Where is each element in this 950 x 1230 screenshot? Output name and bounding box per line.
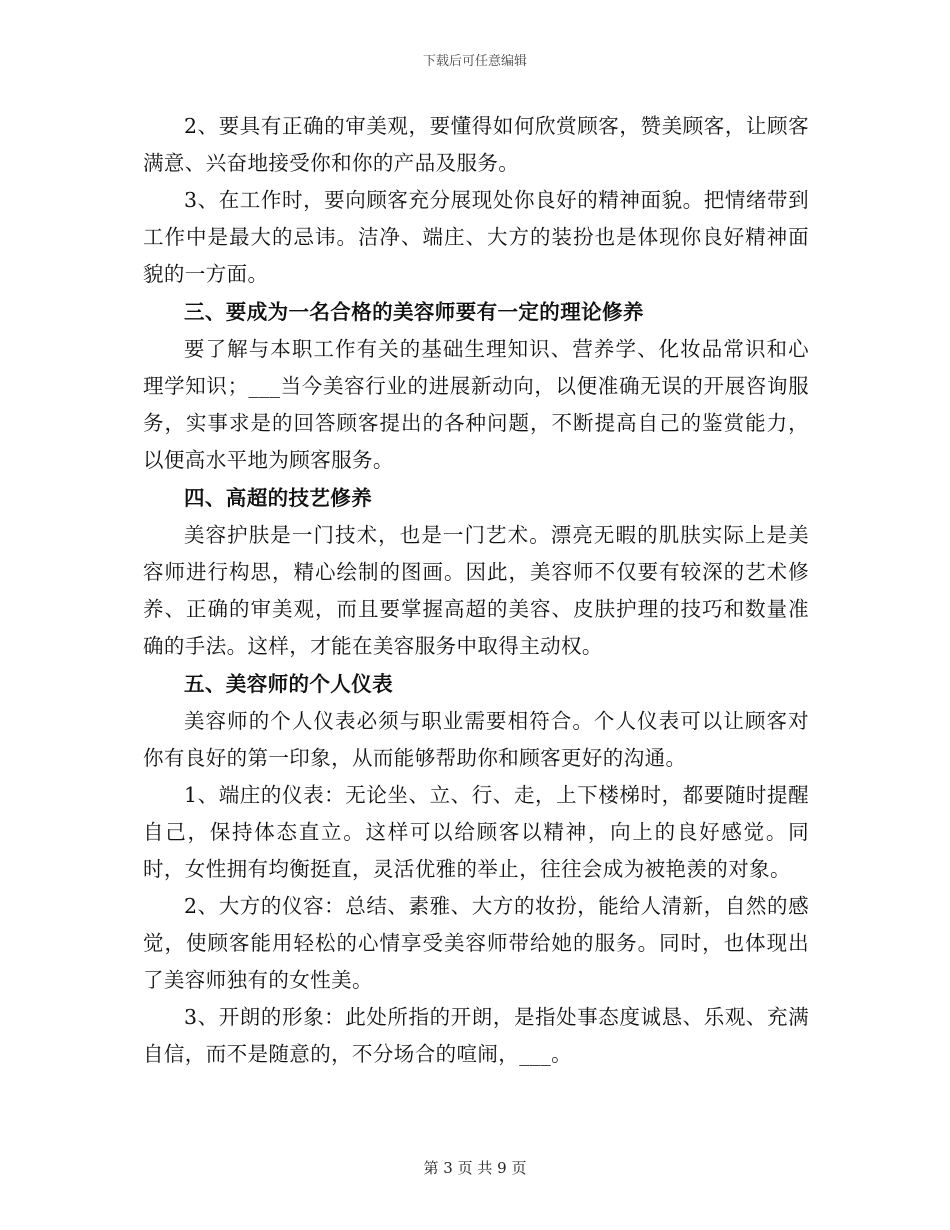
section-heading-skill: 四、高超的技艺修养: [184, 486, 373, 510]
paragraph-grooming: 2、大方的仪容：总结、素雅、大方的妆扮，能给人清新，自然的感觉，使顾客能用轻松的心情享受美容师带给她的服务。同时，也体现出了美容师独有的女性美。: [143, 894, 809, 992]
paragraph-spirit: 3、在工作时，要向顾客充分展现处你良好的精神面貌。把情绪带到工作中是最大的忌讳。洁净、端庄、大方的装扮也是体现你良好精神面貌的一方面。: [143, 188, 809, 286]
paragraph-aesthetic: 2、要具有正确的审美观，要懂得如何欣赏顾客，赞美顾客，让顾客满意、兴奋地接受你和你的产品及服务。: [143, 114, 809, 175]
paragraph-skill: 美容护肤是一门技术，也是一门艺术。漂亮无暇的肌肤实际上是美容师进行构思，精心绘制的图画。因此，美容师不仅要有较深的艺术修养、正确的审美观，而且要掌握高超的美容、皮肤护理的技巧和数量准确的手法。这样，才能在美容服务中取得主动权。: [143, 523, 809, 658]
page-footer: 第 3 页 共 9 页: [423, 1159, 527, 1177]
page-header: 下载后可任意编辑: [422, 54, 527, 69]
section-heading-theory: 三、要成为一名合格的美容师要有一定的理论修养: [184, 300, 644, 324]
paragraph-cheerful: 3、开朗的形象：此处所指的开朗，是指处事态度诚恳、乐观、充满自信，而不是随意的，不分场合的喧闹，___。: [143, 1005, 809, 1066]
document-body: [143, 108, 809, 1073]
paragraph-posture: 1、端庄的仪表：无论坐、立、行、走，上下楼梯时，都要随时提醒自己，保持体态直立。这样可以给顾客以精神，向上的良好感觉。同时，女性拥有均衡挺直，灵活优雅的举止，往往会成为被艳羡的对象。: [143, 783, 809, 881]
paragraph-appearance: 美容师的个人仪表必须与职业需要相符合。个人仪表可以让顾客对你有良好的第一印象，从而能够帮助你和顾客更好的沟通。: [143, 709, 809, 770]
paragraph-theory: 要了解与本职工作有关的基础生理知识、营养学、化妆品常识和心理学知识；___当今美容行业的进展新动向，以便准确无误的开展咨询服务，实事求是的回答顾客提出的各种问题，不断提高自己的鉴赏能力，以便高水平地为顾客服务。: [143, 337, 809, 472]
section-heading-appearance: 五、美容师的个人仪表: [184, 672, 393, 696]
